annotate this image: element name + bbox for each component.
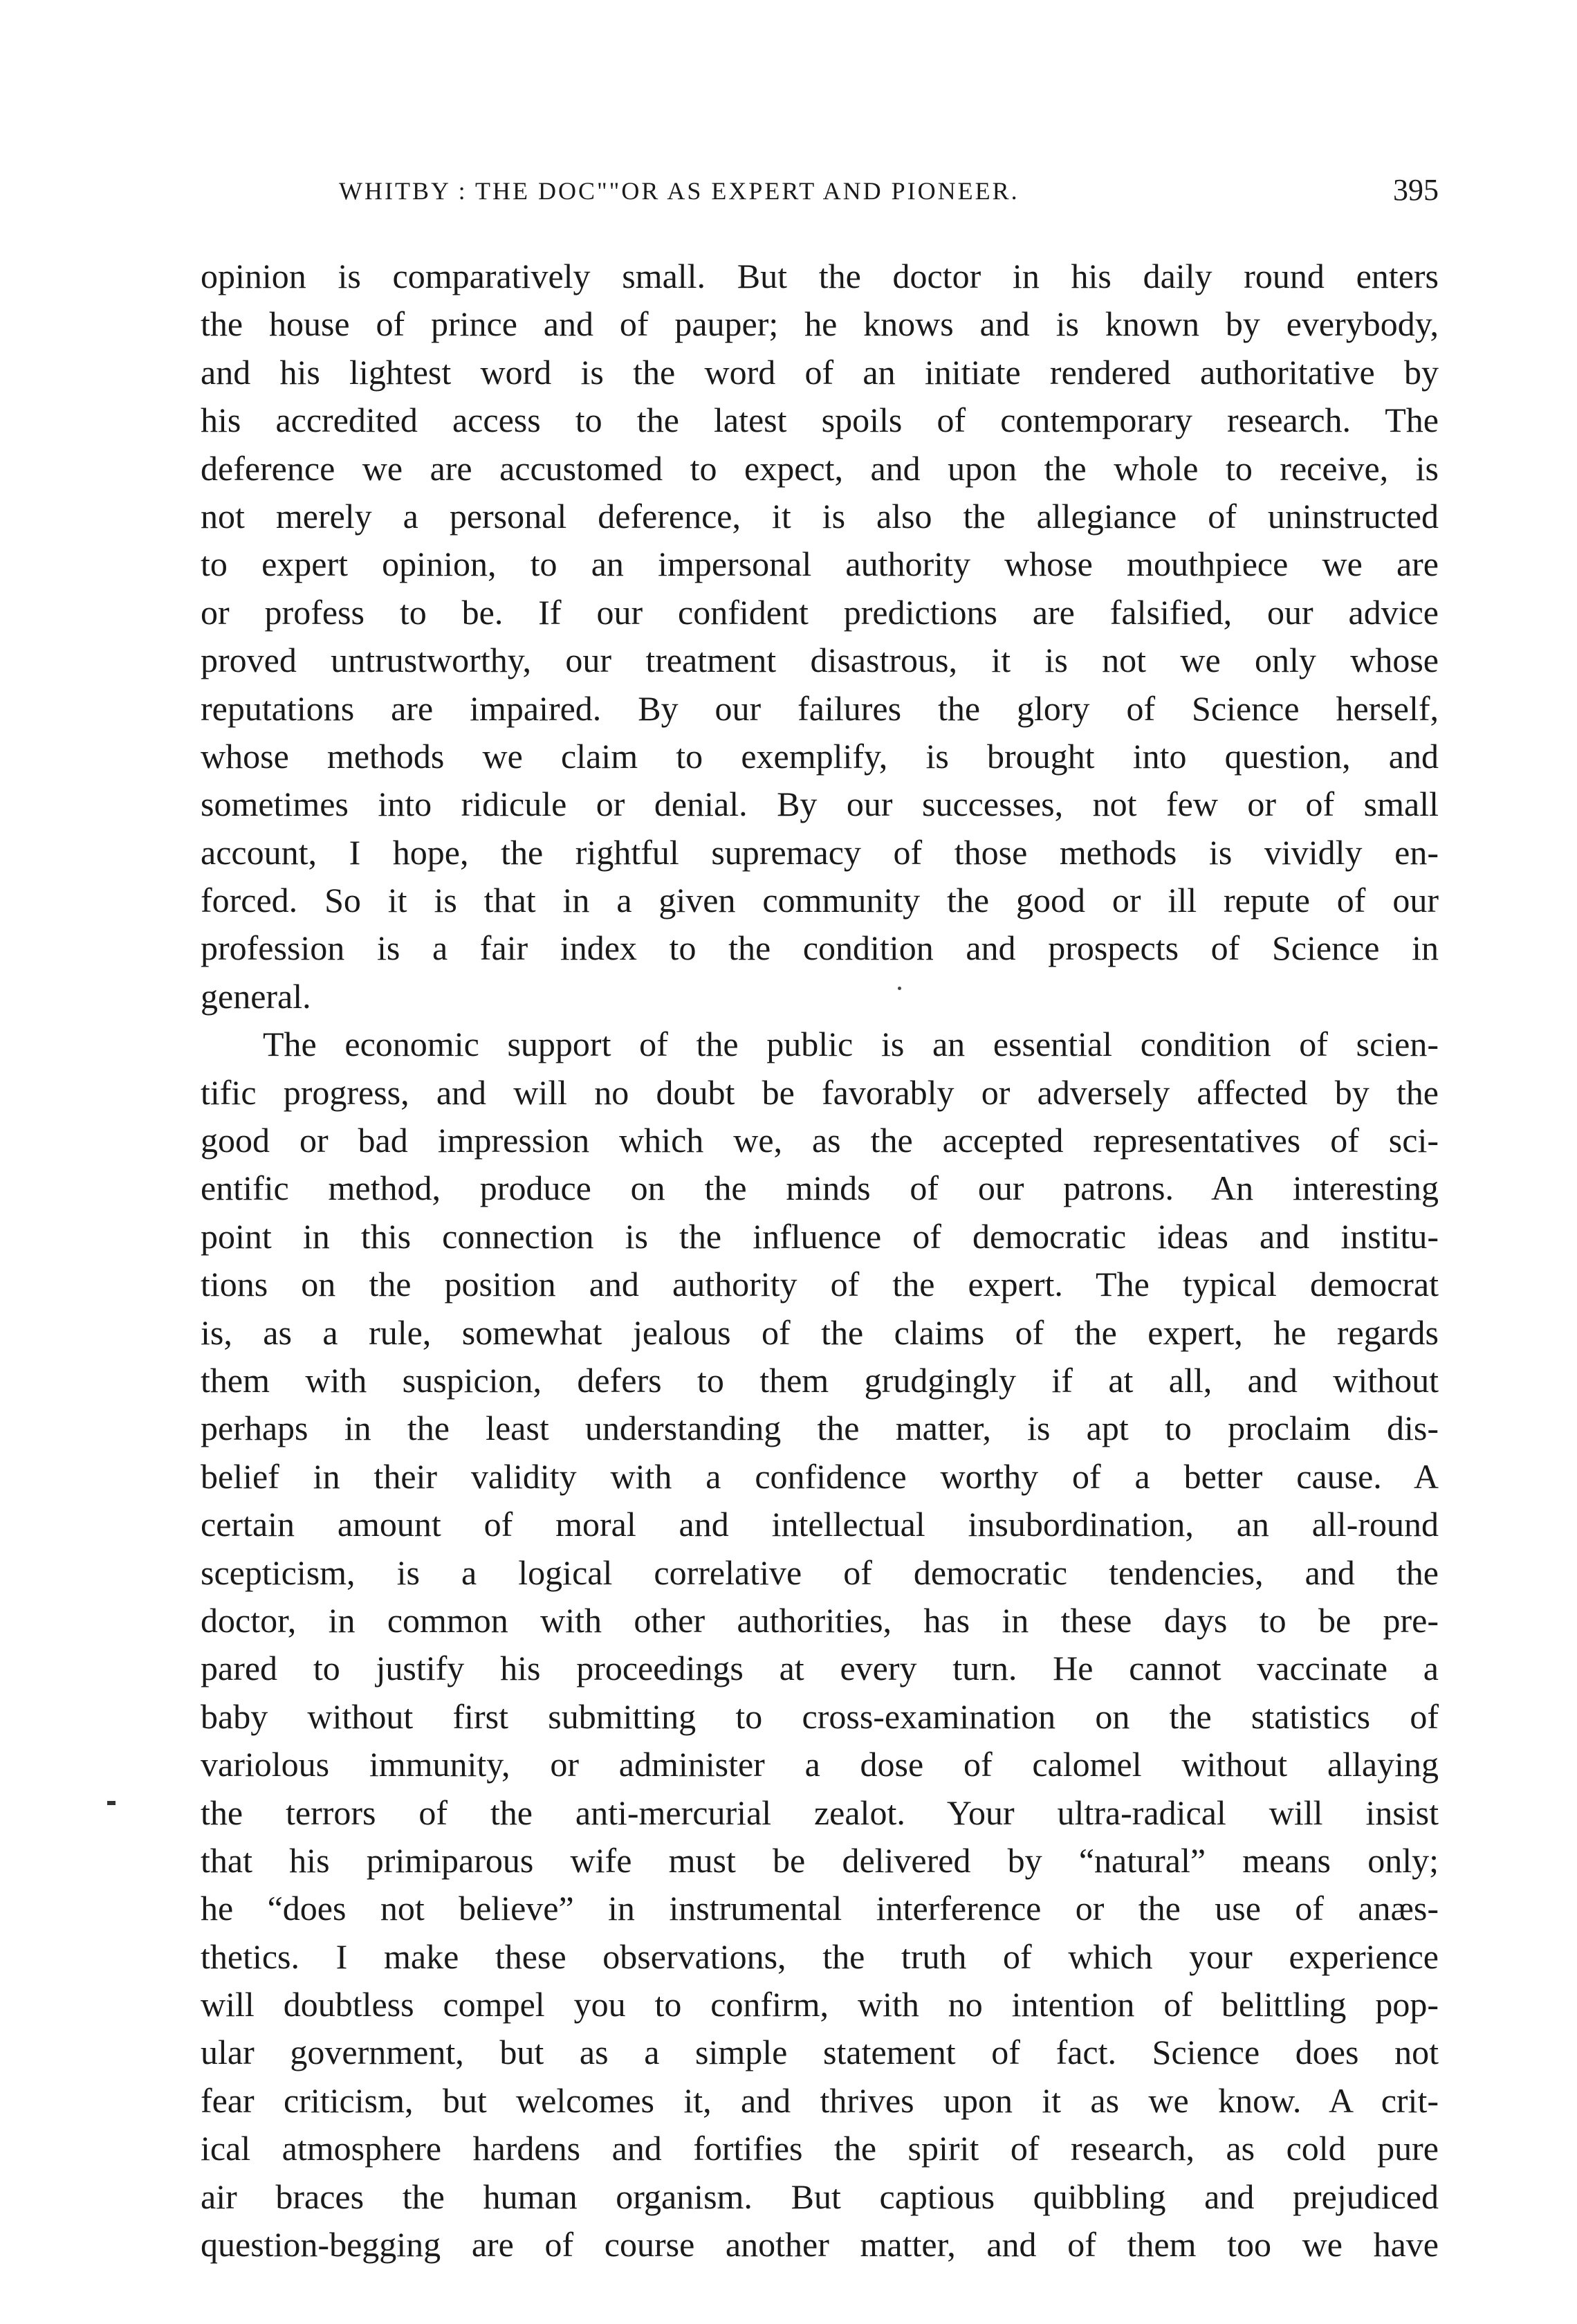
print-speck bbox=[898, 987, 901, 990]
text-line: variolous immunity, or administer a dose of calomel without allaying bbox=[201, 1745, 1439, 1784]
text-line: good or bad impression which we, as the accepted representatives of sci- bbox=[201, 1121, 1439, 1160]
text-line: doctor, in common with other authorities, has in these days to be pre- bbox=[201, 1600, 1439, 1640]
page-number: 395 bbox=[1393, 173, 1439, 207]
text-line: sometimes into ridicule or denial. By our successes, not few or of small bbox=[201, 785, 1439, 824]
text-line: his accredited access to the latest spoils of contemporary research. The bbox=[201, 401, 1439, 440]
text-line: opinion is comparatively small. But the doctor in his daily round enters bbox=[201, 257, 1439, 295]
paragraph-1 bbox=[201, 253, 1439, 1021]
text-line: that his primiparous wife must be delivered by “natural” means only; bbox=[201, 1840, 1439, 1880]
text-line: and his lightest word is the word of an initiate rendered authoritative by bbox=[201, 352, 1439, 392]
text-line: is, as a rule, somewhat jealous of the claims of the expert, he regards bbox=[201, 1312, 1439, 1352]
paragraph-2 bbox=[201, 1021, 1439, 2269]
text-line: thetics. I make these observations, the truth of which your experience bbox=[201, 1937, 1439, 1976]
text-line: will doubtless compel you to confirm, with no intention of belittling pop- bbox=[201, 1985, 1439, 2024]
text-line: reputations are impaired. By our failures the glory of Science herself, bbox=[201, 688, 1439, 728]
text-line: whose methods we claim to exemplify, is brought into question, and bbox=[201, 736, 1439, 776]
text-line: belief in their validity with a confidence worthy of a better cause. A bbox=[201, 1456, 1439, 1496]
body-text bbox=[201, 253, 1439, 2269]
text-line: question-begging are of course another matter, and of them too we have bbox=[201, 2225, 1439, 2264]
text-line: tific progress, and will no doubt be favorably or adversely affected by the bbox=[201, 1072, 1439, 1112]
text-line: baby without first submitting to cross-examination on the statistics of bbox=[201, 1696, 1439, 1736]
margin-mark bbox=[107, 1801, 116, 1805]
text-line: forced. So it is that in a given community the good or ill repute of our bbox=[201, 881, 1439, 920]
text-line: certain amount of moral and intellectual insubordination, an all-round bbox=[201, 1505, 1439, 1544]
header-title: WHITBY : THE DOC""OR AS EXPERT AND PIONEER. bbox=[339, 177, 1020, 205]
text-line: pared to justify his proceedings at every turn. He cannot vaccinate a bbox=[201, 1649, 1439, 1688]
running-header bbox=[201, 173, 1439, 218]
text-line: them with suspicion, defers to them grudgingly if at all, and without bbox=[201, 1360, 1439, 1400]
text-line: profession is a fair index to the condition and prospects of Science in bbox=[201, 928, 1439, 968]
text-line: tions on the position and authority of the expert. The typical democrat bbox=[201, 1265, 1439, 1304]
text-line: proved untrustworthy, our treatment disastrous, it is not we only whose bbox=[201, 641, 1439, 680]
text-line: account, I hope, the rightful supremacy of those methods is vividly en- bbox=[201, 832, 1439, 872]
text-line: air braces the human organism. But captious quibbling and prejudiced bbox=[201, 2177, 1439, 2216]
text-line: The economic support of the public is an essential condition of scien- bbox=[263, 1025, 1439, 1064]
text-line: general. bbox=[201, 976, 311, 1016]
text-line: to expert opinion, to an impersonal authority whose mouthpiece we are bbox=[201, 545, 1439, 584]
text-line: perhaps in the least understanding the matter, is apt to proclaim dis- bbox=[201, 1409, 1439, 1448]
text-line: fear criticism, but welcomes it, and thrives upon it as we know. A crit- bbox=[201, 2080, 1439, 2120]
text-line: ular government, but as a simple statement of fact. Science does not bbox=[201, 2033, 1439, 2072]
text-line: point in this connection is the influence of democratic ideas and institu- bbox=[201, 1216, 1439, 1256]
text-line: entific method, produce on the minds of our patrons. An interesting bbox=[201, 1169, 1439, 1208]
text-line: not merely a personal deference, it is also the allegiance of uninstructed bbox=[201, 496, 1439, 536]
text-line: the terrors of the anti-mercurial zealot. Your ultra-radical will insist bbox=[201, 1793, 1439, 1832]
text-line: or profess to be. If our confident predictions are falsified, our advice bbox=[201, 592, 1439, 632]
text-line: scepticism, is a logical correlative of democratic tendencies, and the bbox=[201, 1553, 1439, 1592]
text-line: ical atmosphere hardens and fortifies the spirit of research, as cold pure bbox=[201, 2129, 1439, 2168]
text-line: he “does not believe” in instrumental interference or the use of anæs- bbox=[201, 1889, 1439, 1928]
text-line: the house of prince and of pauper; he knows and is known by everybody, bbox=[201, 304, 1439, 344]
text-line: deference we are accustomed to expect, and upon the whole to receive, is bbox=[201, 448, 1439, 488]
